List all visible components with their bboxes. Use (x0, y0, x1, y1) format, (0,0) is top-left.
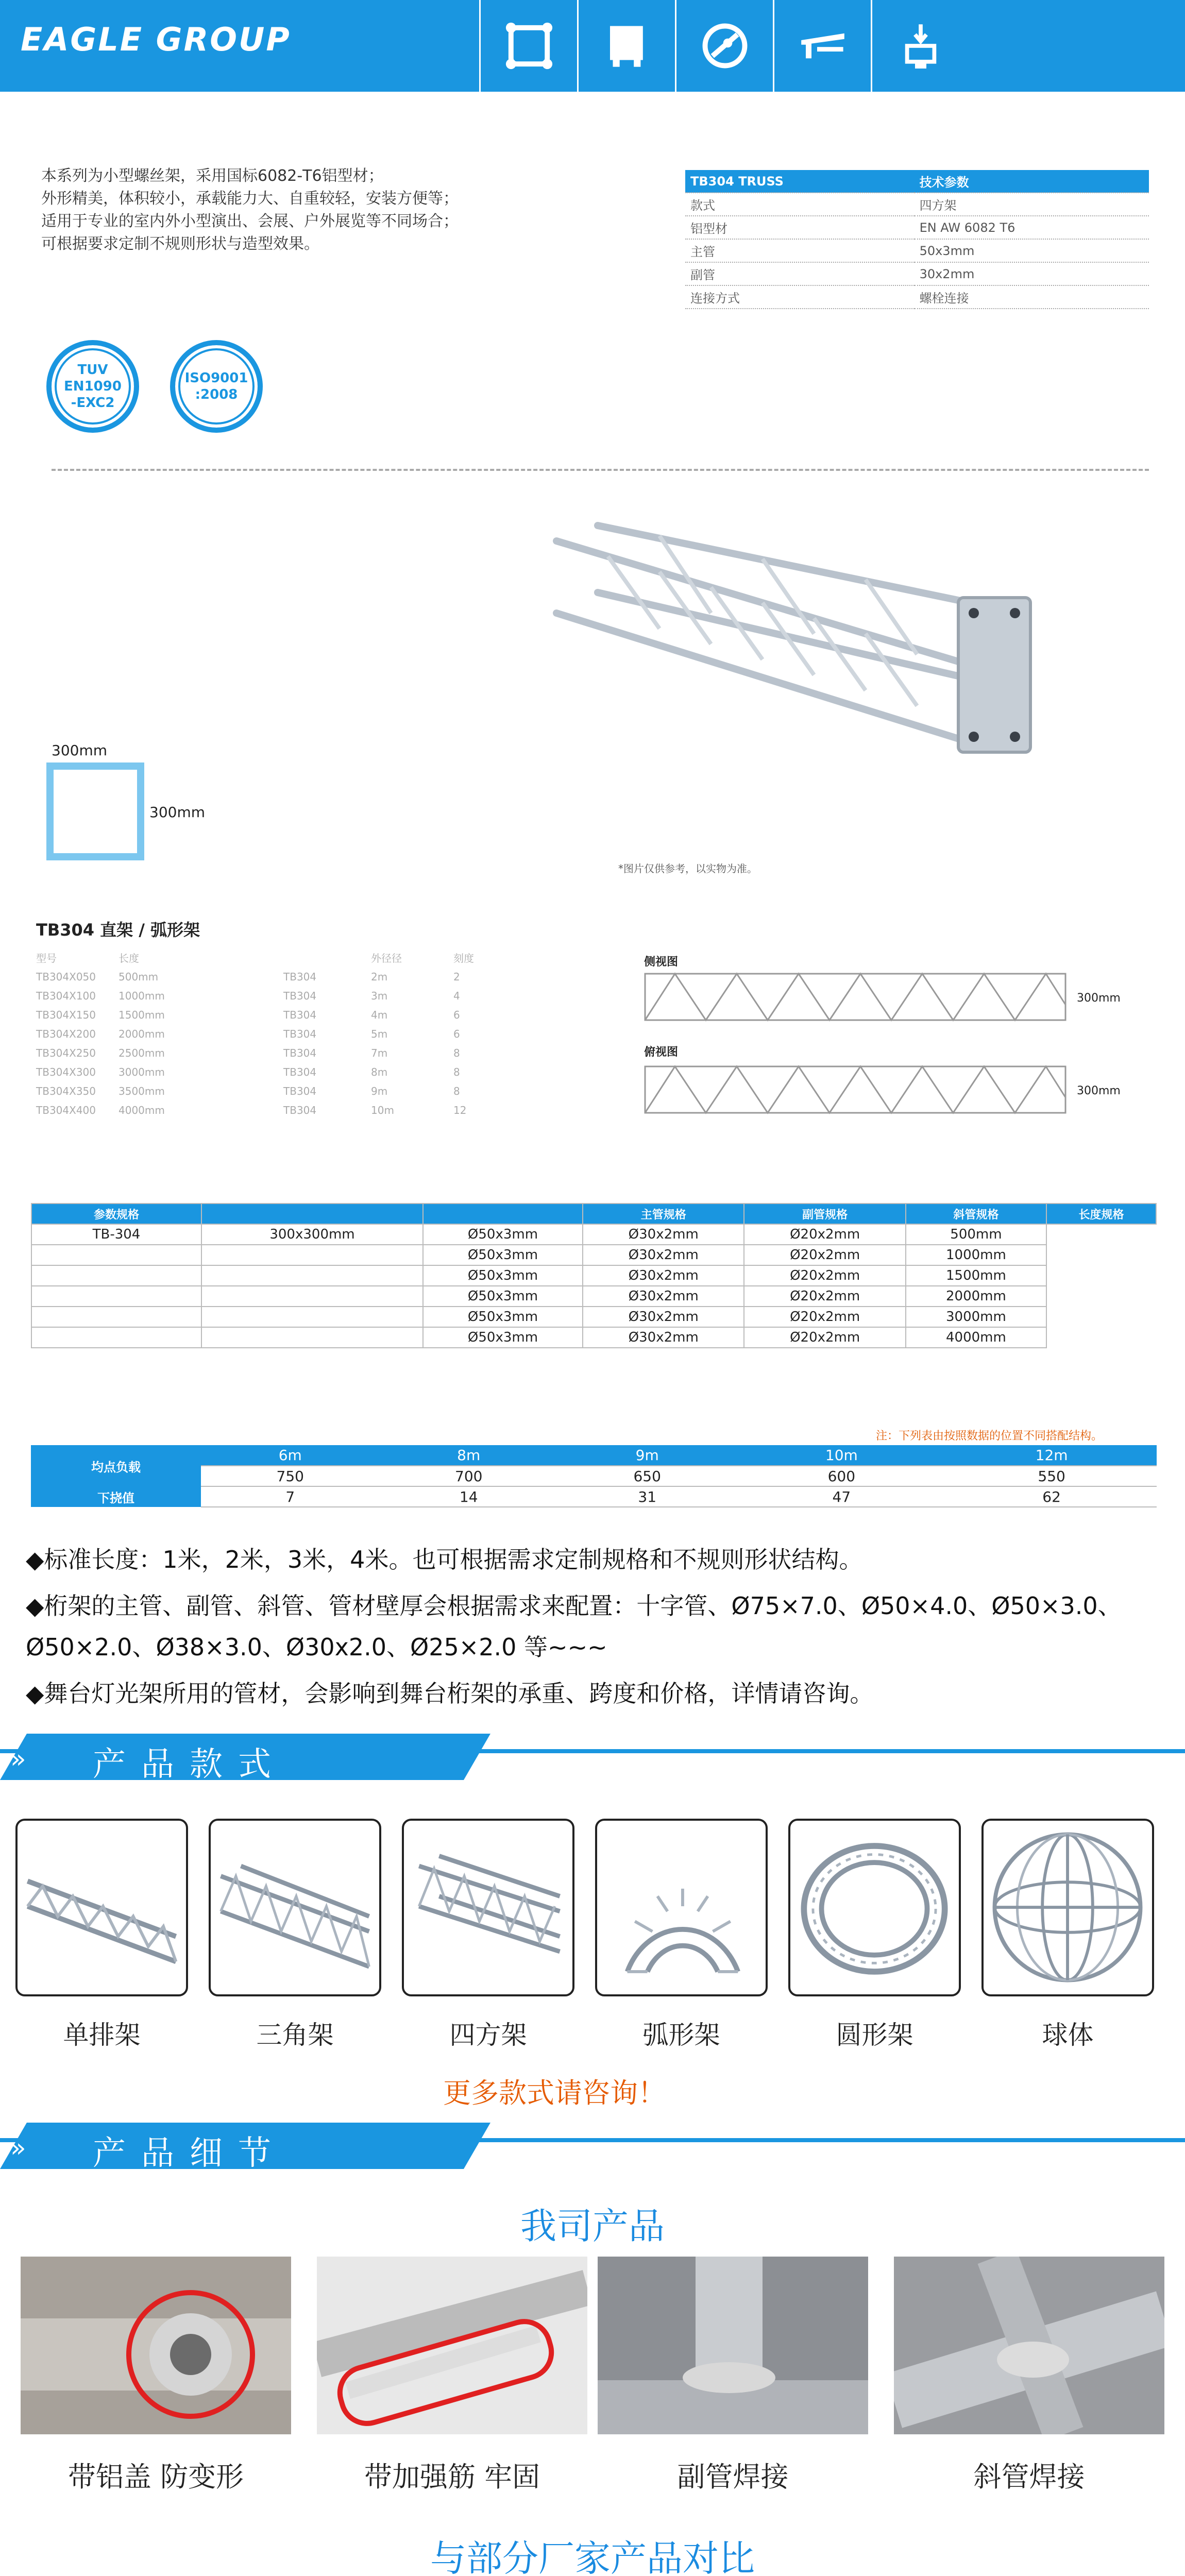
load-val: 650 (558, 1466, 736, 1486)
load-val: 550 (946, 1466, 1157, 1486)
param-cell: 1500mm (906, 1265, 1046, 1286)
list-cell: 8 (453, 1065, 460, 1078)
list-cell: TB304X350 (36, 1084, 96, 1097)
detail-photo-cap (21, 2257, 291, 2434)
list-cell: TB304X150 (36, 1008, 96, 1021)
style-label: 球体 (1042, 2020, 1094, 2050)
span-head: 12m (946, 1445, 1157, 1466)
cert-text: EN1090 (64, 379, 122, 394)
list-cell: TB304 (283, 989, 317, 1002)
list-cell: 3m (371, 989, 388, 1002)
list-cell: 刻度 (453, 952, 474, 964)
list-cell: 2000mm (118, 1027, 165, 1040)
style-label: 单排架 (63, 2020, 141, 2050)
cert-text: :2008 (195, 387, 238, 402)
list-row (36, 1005, 551, 1024)
list-cell: 1000mm (118, 989, 165, 1002)
spec-key: 款式 (685, 193, 915, 216)
list-cell: 12 (453, 1104, 467, 1116)
list-cell: 4000mm (118, 1104, 165, 1116)
spec-key: 铝型材 (685, 216, 915, 239)
list-cell: 4 (453, 989, 460, 1002)
model-list (36, 948, 551, 1120)
list-cell: 7m (371, 1046, 388, 1059)
stage-icon[interactable] (773, 0, 871, 92)
list-row (36, 1081, 551, 1100)
param-cell: Ø50x3mm (423, 1245, 583, 1265)
intro-line: 适用于专业的室内外小型演出、会展、户外展览等不同场合； (41, 212, 459, 230)
param-model: TB-304 (31, 1224, 201, 1245)
load-val: 700 (379, 1466, 557, 1486)
list-cell: 8 (453, 1084, 460, 1097)
list-cell: TB304 (283, 1027, 317, 1040)
deflect-val: 7 (201, 1486, 379, 1507)
list-cell: 3000mm (118, 1065, 165, 1078)
load-val: 750 (201, 1466, 379, 1486)
list-cell: TB304X050 (36, 970, 96, 983)
style-card-triangle[interactable] (209, 1819, 381, 1996)
detail-photo-weld1 (598, 2257, 868, 2434)
list-cell: TB304X250 (36, 1046, 96, 1059)
param-row (31, 1307, 1156, 1327)
list-cell: 2500mm (118, 1046, 165, 1059)
param-cell: Ø20x2mm (744, 1224, 905, 1245)
dim-label: 300mm (1077, 1084, 1121, 1097)
detail-photo-weld2 (894, 2257, 1164, 2434)
section-title: 产品款式 (93, 1745, 286, 1784)
tuv-cert-badge (46, 340, 139, 433)
list-row (36, 1100, 551, 1120)
param-cell: 4000mm (906, 1327, 1046, 1348)
param-cell: Ø30x2mm (583, 1265, 744, 1286)
param-cell: Ø20x2mm (744, 1286, 905, 1307)
deflect-val: 14 (379, 1486, 557, 1507)
list-cell: TB304X200 (36, 1027, 96, 1040)
spec-val: 螺栓连接 (915, 285, 1149, 309)
side-view-sketch (644, 969, 1066, 1025)
list-cell: TB304X400 (36, 1104, 96, 1116)
list-cell: 3500mm (118, 1084, 165, 1097)
list-cell: 6 (453, 1027, 460, 1040)
section-header-details: » 产品细节 (0, 2123, 1185, 2169)
param-cell: Ø30x2mm (583, 1245, 744, 1265)
param-cell: 1000mm (906, 1245, 1046, 1265)
tools-icon[interactable] (871, 0, 969, 92)
list-cell: 2m (371, 970, 388, 983)
list-cell: TB304 (283, 970, 317, 983)
style-card-square[interactable] (402, 1819, 574, 1996)
param-table (31, 1203, 1157, 1348)
spec-key: 副管 (685, 262, 915, 285)
param-cell: Ø50x3mm (423, 1286, 583, 1307)
param-cell: 3000mm (906, 1307, 1046, 1327)
cert-text: -EXC2 (71, 395, 115, 411)
list-cell: 1500mm (118, 1008, 165, 1021)
list-cell: TB304 (283, 1065, 317, 1078)
param-head: 斜管规格 (906, 1204, 1046, 1224)
param-head: 主管规格 (583, 1204, 744, 1224)
list-cell: TB304 (283, 1008, 317, 1021)
spec-key: 连接方式 (685, 285, 915, 309)
dim-label: 300mm (1077, 992, 1121, 1005)
top-view-sketch (644, 1061, 1066, 1118)
param-cell: Ø50x3mm (423, 1265, 583, 1286)
iso-cert-badge (170, 340, 263, 433)
list-cell: 10m (371, 1104, 394, 1116)
param-cell: Ø50x3mm (423, 1224, 583, 1245)
param-side-label: 参数规格 (31, 1204, 201, 1224)
detail-photo-rib (317, 2257, 587, 2434)
list-cell: TB304 (283, 1104, 317, 1116)
style-label: 圆形架 (836, 2020, 913, 2050)
style-label: 弧形架 (642, 2020, 720, 2050)
param-cell: Ø50x3mm (423, 1307, 583, 1327)
list-cell: 5m (371, 1027, 388, 1040)
list-cell: 4m (371, 1008, 388, 1021)
list-row (36, 1062, 551, 1081)
spec-head: TB304 TRUSS (685, 170, 915, 193)
span-head: 10m (736, 1445, 946, 1466)
param-cell: Ø30x2mm (583, 1327, 744, 1348)
side-view-label: 侧视图 (644, 956, 679, 969)
load-table (31, 1445, 1157, 1507)
spec-val: 30x2mm (915, 262, 1149, 285)
style-card-arc[interactable] (595, 1819, 768, 1996)
list-cell: TB304 (283, 1046, 317, 1059)
param-row (31, 1265, 1156, 1286)
detail-caption: 斜管焊接 (973, 2461, 1085, 2493)
spec-key: 主管 (685, 239, 915, 262)
spec-head: 技术参数 (915, 170, 1149, 193)
truss-3d-illustration (526, 495, 1041, 855)
param-cell: Ø30x2mm (583, 1307, 744, 1327)
intro-line: 可根据要求定制不规则形状与造型效果。 (41, 235, 319, 253)
deflect-val: 47 (736, 1486, 946, 1507)
compare-heading: 与部分厂家产品对比 (430, 2537, 755, 2576)
list-cell: 8 (453, 1046, 460, 1059)
deflection-side-label: 下挠值 (31, 1486, 201, 1507)
list-cell: TB304 (283, 1084, 317, 1097)
brand-logo: EAGLE GROUP (21, 21, 291, 58)
truck-icon[interactable] (577, 0, 675, 92)
bullet-text: ◆桁架的主管、副管、斜管、管材壁厚会根据需求来配置：十字管、Ø75×7.0、Ø50×4.0、Ø50×3.0、 (26, 1592, 1122, 1620)
list-cell: 500mm (118, 970, 159, 983)
list-cell: 长度 (118, 952, 139, 964)
span-head: 8m (379, 1445, 557, 1466)
list-cell: 2 (453, 970, 460, 983)
param-cell: Ø50x3mm (423, 1327, 583, 1348)
detail-caption: 带加强筋 牢固 (364, 2461, 540, 2493)
style-card-circle[interactable] (788, 1819, 961, 1996)
our-products-heading: 我司产品 (520, 2205, 665, 2247)
param-row (31, 1224, 1156, 1245)
deflect-val: 62 (946, 1486, 1157, 1507)
load-val: 600 (736, 1466, 946, 1486)
load-side-label: 均点负载 (31, 1445, 201, 1486)
list-cell: TB304X300 (36, 1065, 96, 1078)
param-head: 副管规格 (744, 1204, 905, 1224)
list-row (36, 1043, 551, 1062)
list-row (36, 967, 551, 986)
page-header (0, 0, 1185, 92)
list-cell: 9m (371, 1084, 388, 1097)
span-head: 9m (558, 1445, 736, 1466)
param-row (31, 1286, 1156, 1307)
truss-profile-drawing (46, 762, 144, 860)
section-header-styles: » 产品款式 (0, 1734, 1185, 1780)
list-cell: TB304X100 (36, 989, 96, 1002)
detail-caption: 带铝盖 防变形 (67, 2461, 244, 2493)
divider (52, 469, 1149, 471)
intro-text (41, 165, 608, 256)
param-size: 300x300mm (201, 1224, 423, 1245)
more-styles-link[interactable]: 更多款式请咨询！ (443, 2077, 666, 2109)
param-cell: 500mm (906, 1224, 1046, 1245)
deflect-val: 31 (558, 1486, 736, 1507)
list-row (36, 1024, 551, 1043)
photo-disclaimer: *图片仅供参考，以实物为准。 (618, 862, 757, 875)
bullet-text: Ø50×2.0、Ø38×3.0、Ø30x2.0、Ø25×2.0 等~~~ (26, 1633, 607, 1661)
param-cell: Ø30x2mm (583, 1224, 744, 1245)
spec-val: 四方架 (915, 193, 1149, 216)
param-row (31, 1327, 1156, 1348)
cert-text: TUV (77, 362, 108, 378)
list-title: TB304 直架 / 弧形架 (36, 920, 200, 940)
frame-icon[interactable] (479, 0, 577, 92)
param-head: 长度规格 (1046, 1204, 1156, 1224)
list-cell: 8m (371, 1065, 388, 1078)
param-row (31, 1245, 1156, 1265)
profile-height-label: 300mm (149, 804, 205, 821)
style-label: 三角架 (256, 2020, 334, 2050)
cert-text: ISO9001 (184, 370, 248, 386)
spec-val: 50x3mm (915, 239, 1149, 262)
top-view-label: 俯视图 (644, 1046, 679, 1059)
detail-caption: 副管焊接 (677, 2461, 789, 2493)
list-head (36, 948, 551, 967)
param-cell: Ø20x2mm (744, 1327, 905, 1348)
list-cell: 6 (453, 1008, 460, 1021)
list-cell: 型号 (36, 952, 57, 964)
style-card-single[interactable] (15, 1819, 188, 1996)
spec-val: EN AW 6082 T6 (915, 216, 1149, 239)
param-cell: Ø20x2mm (744, 1307, 905, 1327)
intro-line: 外形精美，体积较小，承载能力大、自重较轻，安装方便等； (41, 190, 459, 208)
style-label: 四方架 (449, 2020, 527, 2050)
intro-line: 本系列为小型螺丝架，采用国标6082-T6铝型材； (41, 167, 384, 185)
style-card-sphere[interactable] (981, 1819, 1154, 1996)
list-cell: 外径径 (371, 952, 402, 964)
load-note: 注：下列表由按照数据的位置不同搭配结构。 (876, 1430, 1103, 1443)
param-cell: Ø20x2mm (744, 1245, 905, 1265)
globe-icon[interactable] (675, 0, 773, 92)
param-cell: Ø30x2mm (583, 1286, 744, 1307)
bullet-text: ◆舞台灯光架所用的管材，会影响到舞台桁架的承重、跨度和价格，详情请咨询。 (26, 1680, 874, 1707)
spec-table (685, 170, 1149, 309)
section-title: 产品细节 (93, 2134, 286, 2173)
param-cell: Ø20x2mm (744, 1265, 905, 1286)
bullet-text: ◆标准长度：1米，2米，3米，4米。也可根据需求定制规格和不规则形状结构。 (26, 1546, 863, 1573)
profile-width-label: 300mm (52, 742, 107, 759)
list-row (36, 986, 551, 1005)
param-cell: 2000mm (906, 1286, 1046, 1307)
span-head: 6m (201, 1445, 379, 1466)
